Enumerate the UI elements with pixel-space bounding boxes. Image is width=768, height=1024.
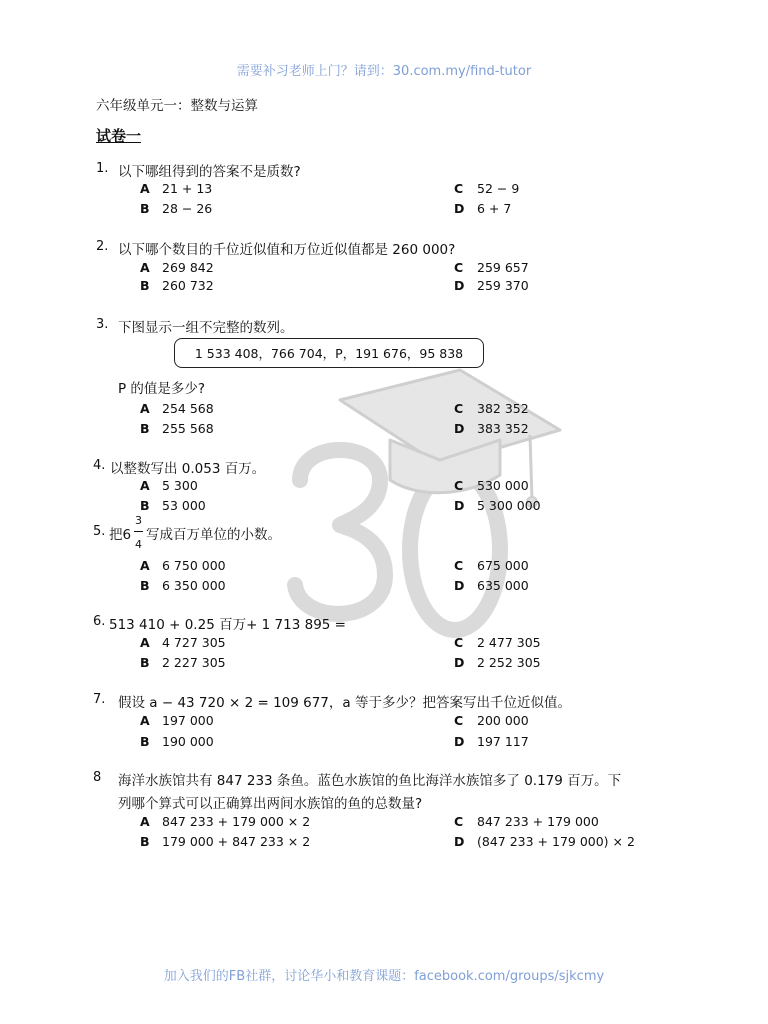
option-d-value: 383 352 <box>477 421 529 436</box>
question-subtext: P 的值是多少? <box>118 381 206 397</box>
question-text: 假设 a − 43 720 × 2 = 109 677，a 等于多少？把答案写出千位近似值。 <box>118 695 571 711</box>
question-text: 以下哪个数目的千位近似值和万位近似值都是 260 000? <box>118 242 456 258</box>
option-b-value: 28 − 26 <box>162 201 213 216</box>
option-a-value: 254 568 <box>162 401 214 416</box>
option-d-letter: D <box>454 834 465 849</box>
option-b-letter: B <box>140 498 150 513</box>
option-c-letter: C <box>454 260 464 275</box>
option-c-value: 847 233 + 179 000 <box>477 814 599 829</box>
option-a-letter: A <box>140 478 150 493</box>
option-b-value: 260 732 <box>162 278 214 293</box>
option-d-value: 6 + 7 <box>477 201 512 216</box>
option-d-value: 197 117 <box>477 734 529 749</box>
option-d-letter: D <box>454 655 465 670</box>
option-c-letter: C <box>454 635 464 650</box>
option-d-letter: D <box>454 578 465 593</box>
option-b-letter: B <box>140 421 150 436</box>
option-c-value: 675 000 <box>477 558 529 573</box>
question-number: 1. <box>96 161 109 176</box>
number-sequence: 1 533 408，766 704，P，191 676，95 838 <box>194 346 464 361</box>
option-b-letter: B <box>140 278 150 293</box>
option-a-value: 5 300 <box>162 478 198 493</box>
question-text: 海洋水族馆共有 847 233 条鱼。蓝色水族馆的鱼比海洋水族馆多了 0.179 百万。下 <box>118 773 622 789</box>
option-b-letter: B <box>140 655 150 670</box>
question-text-after: 写成百万单位的小数。 <box>146 527 281 543</box>
option-b-letter: B <box>140 734 150 749</box>
option-a-value: 197 000 <box>162 713 214 728</box>
option-d-value: 635 000 <box>477 578 529 593</box>
footer-facebook-link[interactable]: 加入我们的FB社群，讨论华小和教育课题：facebook.com/groups/sjkcmy <box>163 969 605 984</box>
option-d-letter: D <box>454 201 465 216</box>
option-a-value: 4 727 305 <box>162 635 226 650</box>
option-b-letter: B <box>140 201 150 216</box>
option-b-letter: B <box>140 834 150 849</box>
option-b-value: 255 568 <box>162 421 214 436</box>
option-b-value: 2 227 305 <box>162 655 226 670</box>
option-c-value: 530 000 <box>477 478 529 493</box>
option-c-letter: C <box>454 401 464 416</box>
fraction-numerator: 3 <box>135 514 142 527</box>
header-tutor-link[interactable]: 需要补习老师上门？请到：30.com.my/find-tutor <box>236 64 532 79</box>
question-number: 6. <box>93 614 106 629</box>
option-a-letter: A <box>140 260 150 275</box>
fraction-bar <box>134 531 143 532</box>
question-number: 4. <box>93 458 106 473</box>
unit-title: 六年级单元一：整数与运算 <box>96 98 258 114</box>
option-d-letter: D <box>454 734 465 749</box>
option-c-value: 259 657 <box>477 260 529 275</box>
option-a-letter: A <box>140 713 150 728</box>
question-number: 3. <box>96 317 109 332</box>
question-number: 8 <box>93 770 102 785</box>
option-d-value: 259 370 <box>477 278 529 293</box>
option-d-letter: D <box>454 421 465 436</box>
option-c-value: 52 − 9 <box>477 181 520 196</box>
option-d-value: 5 300 000 <box>477 498 541 513</box>
option-c-letter: C <box>454 478 464 493</box>
question-text-before: 把6 <box>109 527 132 543</box>
option-d-value: 2 252 305 <box>477 655 541 670</box>
option-c-value: 382 352 <box>477 401 529 416</box>
option-d-value: (847 233 + 179 000) × 2 <box>477 834 635 849</box>
option-b-value: 6 350 000 <box>162 578 226 593</box>
paper-title: 试卷一 <box>96 127 142 145</box>
option-a-value: 269 842 <box>162 260 214 275</box>
option-b-value: 53 000 <box>162 498 206 513</box>
option-b-value: 179 000 + 847 233 × 2 <box>162 834 311 849</box>
option-a-letter: A <box>140 558 150 573</box>
question-text: 下图显示一组不完整的数列。 <box>118 320 294 336</box>
option-c-letter: C <box>454 713 464 728</box>
question-text: 以下哪组得到的答案不是质数? <box>118 164 301 180</box>
option-d-letter: D <box>454 278 465 293</box>
option-a-letter: A <box>140 635 150 650</box>
question-number: 2. <box>96 239 109 254</box>
option-c-letter: C <box>454 814 464 829</box>
option-c-letter: C <box>454 181 464 196</box>
number-sequence-box <box>174 338 484 368</box>
option-a-value: 847 233 + 179 000 × 2 <box>162 814 311 829</box>
option-a-letter: A <box>140 814 150 829</box>
option-b-letter: B <box>140 578 150 593</box>
option-a-letter: A <box>140 401 150 416</box>
question-number: 7. <box>93 692 106 707</box>
question-text-line-2: 列哪个算式可以正确算出两间水族馆的鱼的总数量? <box>118 796 423 812</box>
option-c-value: 2 477 305 <box>477 635 541 650</box>
option-a-value: 6 750 000 <box>162 558 226 573</box>
option-c-value: 200 000 <box>477 713 529 728</box>
option-b-value: 190 000 <box>162 734 214 749</box>
fraction-denominator: 4 <box>135 538 142 551</box>
question-text: 以整数写出 0.053 百万。 <box>110 461 266 477</box>
question-text: 513 410 + 0.25 百万+ 1 713 895 = <box>109 617 346 633</box>
question-number: 5. <box>93 524 106 539</box>
option-a-letter: A <box>140 181 150 196</box>
option-d-letter: D <box>454 498 465 513</box>
option-c-letter: C <box>454 558 464 573</box>
option-a-value: 21 + 13 <box>162 181 213 196</box>
